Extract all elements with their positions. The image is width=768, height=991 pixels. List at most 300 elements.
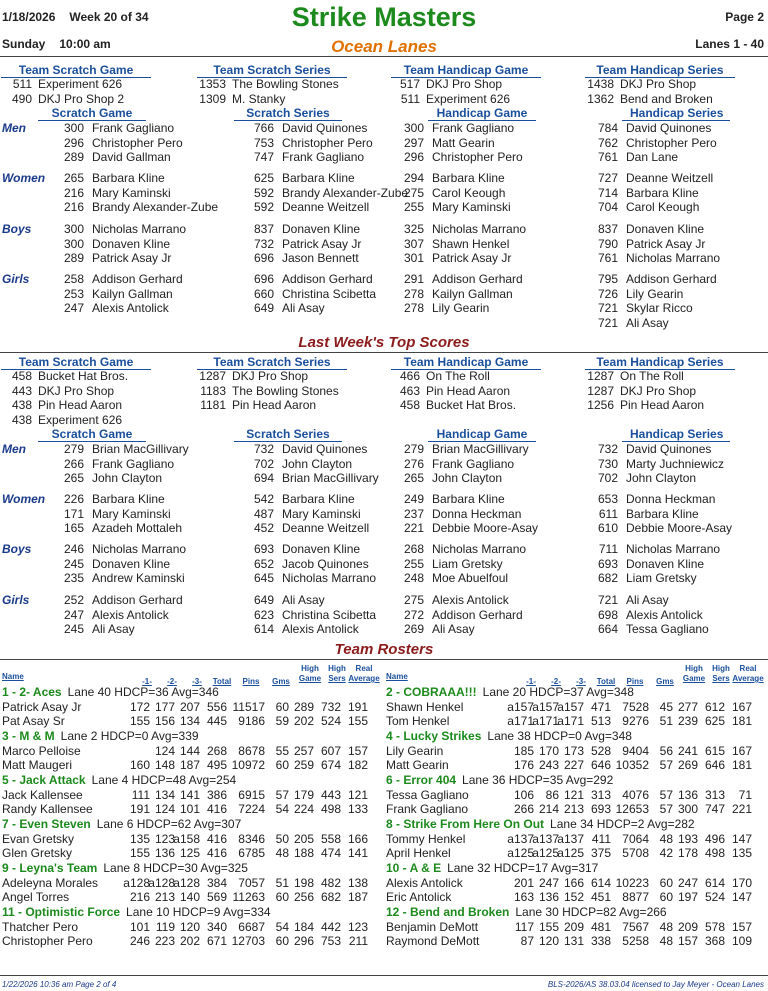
- stat-hs: 443: [320, 787, 341, 802]
- bowler-name: The Bowling Stones: [232, 77, 339, 91]
- bowler-name: Patrick Asay Jr: [626, 236, 706, 251]
- bowler-name: Pin Head Aaron: [38, 398, 123, 412]
- score-value: 693: [253, 542, 274, 556]
- stat-gm: 57: [275, 787, 289, 802]
- category-label: Boys: [2, 542, 32, 556]
- list-item: [58, 222, 186, 237]
- score-value: 216: [63, 200, 84, 214]
- stat-g2: a157: [532, 699, 559, 714]
- stat-hs: 368: [704, 934, 725, 948]
- team-category-header: Team Scratch Series: [197, 63, 347, 78]
- score-value: 610: [597, 521, 618, 535]
- bowler-name: Bend and Broken: [620, 91, 713, 106]
- bowler-name: Mary Kaminski: [92, 185, 171, 200]
- stat-t: 338: [590, 934, 611, 948]
- stat-hg: 289: [293, 699, 314, 714]
- list-item: [592, 171, 713, 186]
- score-value: 265: [63, 171, 84, 185]
- stat-p: 7057: [238, 875, 265, 890]
- table-row: [0, 832, 384, 847]
- stat-g3: 227: [563, 758, 584, 772]
- individual-category-header: Handicap Game: [428, 106, 536, 121]
- stat-t: 646: [590, 758, 611, 772]
- list-item: [592, 442, 711, 457]
- player-name: Thatcher Pero: [2, 919, 79, 934]
- team-category-header: Team Handicap Game: [391, 355, 541, 370]
- stat-g3: 213: [563, 802, 584, 816]
- score-value: 221: [403, 521, 424, 535]
- stat-g3: 173: [563, 743, 584, 758]
- score-value: 300: [63, 236, 84, 251]
- stat-g1: 201: [513, 875, 534, 890]
- bowler-name: Ali Asay: [282, 301, 325, 315]
- stat-ra: 135: [731, 846, 752, 860]
- score-value: 171: [63, 506, 84, 521]
- stat-ra: 166: [347, 831, 368, 846]
- score-value: 438: [11, 412, 32, 427]
- bowler-name: Brandy Alexander-Zube: [282, 185, 409, 200]
- stat-p: 9404: [622, 743, 649, 758]
- table-row: [384, 920, 768, 935]
- column-header: Gms: [272, 677, 290, 686]
- score-value: 438: [11, 398, 32, 412]
- bowler-name: Liam Gretsky: [626, 571, 697, 585]
- stat-hg: 224: [293, 802, 314, 816]
- stat-p: 10223: [615, 875, 649, 890]
- stat-t: 313: [590, 787, 611, 802]
- player-name: Patrick Asay Jr: [2, 699, 82, 714]
- score-value: 245: [63, 556, 84, 571]
- player-name: Eric Antolick: [386, 890, 452, 904]
- footer-license: BLS-2026/AS 38.03.04 licensed to Jay Meyer - Ocean Lanes: [547, 980, 764, 989]
- stat-g2: 156: [154, 714, 175, 728]
- stat-g2: 247: [538, 875, 559, 890]
- score-value: 714: [597, 185, 618, 200]
- column-header: High: [712, 664, 730, 673]
- stat-t: 386: [206, 787, 227, 802]
- bowler-name: John Clayton: [432, 471, 503, 485]
- score-value: 511: [400, 91, 420, 106]
- individual-category-header: Handicap Series: [622, 427, 730, 442]
- bowler-name: John Clayton: [626, 471, 697, 485]
- stat-g2: 124: [154, 743, 175, 758]
- stat-t: 556: [206, 699, 227, 714]
- list-item: [248, 457, 352, 472]
- report-week: Week 20 of 34: [69, 10, 149, 24]
- score-value: 275: [403, 593, 424, 607]
- list-item: [58, 593, 183, 608]
- score-value: 216: [63, 185, 84, 200]
- player-name: Tommy Henkel: [386, 831, 466, 846]
- column-header: Pins: [242, 677, 260, 686]
- score-value: 682: [597, 571, 618, 585]
- list-item: [248, 557, 369, 572]
- score-value: 614: [253, 622, 274, 636]
- stat-t: 671: [206, 934, 227, 948]
- team-header: [386, 817, 695, 832]
- column-header: -1-: [526, 677, 536, 686]
- score-value: 275: [403, 185, 424, 200]
- list-item: [592, 287, 683, 302]
- bowler-name: Barbara Kline: [282, 171, 355, 185]
- team-info: Lane 40 HDCP=36 Avg=346: [67, 685, 219, 699]
- team-category-header: Team Handicap Series: [585, 63, 735, 78]
- individual-category-header: Scratch Game: [38, 106, 146, 121]
- stat-p: 12653: [615, 802, 649, 816]
- player-name: Raymond DeMott: [386, 934, 480, 948]
- list-item: [248, 593, 325, 608]
- list-item: [592, 237, 705, 252]
- bowler-name: Brandy Alexander-Zube: [92, 200, 219, 214]
- stat-ra: 170: [731, 875, 752, 890]
- bowler-name: David Quinones: [282, 442, 368, 456]
- bowler-name: Addison Gerhard: [282, 272, 373, 286]
- list-item: [592, 222, 704, 237]
- stat-g1: 101: [129, 919, 150, 934]
- stat-g3: a171: [557, 714, 584, 728]
- list-item: [248, 200, 369, 215]
- list-item: [58, 507, 171, 522]
- stat-g2: 170: [538, 743, 559, 758]
- list-item: [592, 136, 717, 151]
- score-value: 696: [253, 251, 274, 265]
- report-date: 1/18/2026: [2, 10, 56, 24]
- list-item: [398, 121, 514, 136]
- list-item: [398, 471, 502, 486]
- stat-ra: 121: [347, 787, 368, 802]
- score-value: 730: [597, 456, 618, 471]
- bowler-name: Experiment 626: [426, 91, 511, 106]
- stat-g3: a128: [173, 875, 200, 890]
- stat-p: 9186: [238, 714, 265, 728]
- score-value: 711: [598, 542, 618, 556]
- stat-hg: 277: [677, 699, 698, 714]
- stat-g3: 209: [563, 919, 584, 934]
- score-value: 235: [63, 571, 84, 585]
- list-item: [58, 237, 170, 252]
- team-info: Lane 32 HDCP=17 Avg=317: [447, 861, 599, 875]
- stat-hs: 615: [704, 743, 725, 758]
- player-name: Adeleyna Morales: [2, 875, 99, 890]
- stat-g3: 187: [179, 758, 200, 772]
- stat-t: 375: [590, 846, 611, 860]
- column-header: Average: [348, 674, 380, 683]
- bowler-name: Nicholas Marrano: [626, 542, 721, 556]
- team-header: [2, 773, 236, 788]
- bowler-name: Addison Gerhard: [432, 607, 523, 622]
- list-item: [584, 384, 696, 399]
- bowler-name: DKJ Pro Shop: [620, 77, 697, 91]
- team-name: 6 - Error 404: [386, 773, 457, 787]
- list-item: [398, 237, 509, 252]
- team-name: 10 - A & E: [386, 861, 442, 875]
- list-item: [248, 571, 376, 586]
- stat-g1: a128: [123, 875, 150, 890]
- list-item: [58, 200, 218, 215]
- stat-t: 614: [590, 875, 611, 890]
- team-header: [2, 861, 248, 876]
- league-title: Strike Masters: [291, 2, 477, 32]
- column-header: Real: [739, 664, 757, 673]
- stat-hg: 197: [677, 890, 698, 904]
- score-value: 1287: [587, 383, 614, 398]
- bowler-name: Donaven Kline: [282, 542, 361, 556]
- list-item: [196, 398, 316, 413]
- stat-g3: 131: [563, 934, 584, 948]
- stat-ra: 182: [347, 758, 368, 772]
- divider: [0, 56, 768, 57]
- bowler-name: Frank Gagliano: [92, 121, 175, 135]
- bowler-name: Frank Gagliano: [432, 121, 515, 135]
- bowler-name: Ali Asay: [432, 622, 475, 636]
- list-item: [592, 186, 699, 201]
- bowler-name: Nicholas Marrano: [432, 222, 527, 236]
- lanes-range: Lanes 1 - 40: [695, 37, 764, 51]
- stat-t: 445: [206, 714, 227, 728]
- score-value: 237: [403, 506, 424, 521]
- score-value: 696: [253, 272, 274, 286]
- score-value: 300: [403, 121, 424, 135]
- list-item: [592, 301, 693, 316]
- stat-t: 495: [206, 758, 227, 772]
- stat-g1: 246: [129, 934, 150, 948]
- stat-hs: 578: [704, 919, 725, 934]
- column-header: Real: [355, 664, 373, 673]
- bowler-name: Jason Bennett: [282, 251, 359, 265]
- bowler-name: Deanne Weitzell: [626, 171, 714, 185]
- bowler-name: Ali Asay: [626, 593, 669, 607]
- score-value: 649: [253, 301, 274, 315]
- bowler-name: Lily Gearin: [626, 286, 684, 301]
- stat-hs: 612: [704, 699, 725, 714]
- list-item: [592, 608, 703, 623]
- player-name: Alexis Antolick: [386, 875, 463, 890]
- category-label: Men: [2, 121, 26, 135]
- stat-g2: 136: [538, 890, 559, 904]
- stat-hg: 136: [677, 787, 698, 802]
- list-item: [248, 272, 373, 287]
- stat-g2: a125: [532, 846, 559, 860]
- stat-hg: 257: [293, 743, 314, 758]
- bowler-name: Barbara Kline: [92, 492, 165, 506]
- bowler-name: Nicholas Marrano: [282, 571, 377, 585]
- score-value: 694: [253, 471, 274, 485]
- score-value: 165: [63, 521, 84, 535]
- column-header: Total: [212, 677, 232, 686]
- list-item: [248, 251, 359, 266]
- score-value: 704: [597, 200, 618, 214]
- bowler-name: Alexis Antolick: [92, 301, 169, 315]
- score-value: 660: [253, 286, 274, 301]
- list-item: [2, 369, 128, 384]
- stat-g1: a171: [507, 714, 534, 728]
- list-item: [248, 171, 355, 186]
- stat-t: 471: [590, 699, 611, 714]
- stat-ra: 109: [731, 934, 752, 948]
- column-header: Average: [732, 674, 764, 683]
- score-value: 702: [253, 456, 274, 471]
- player-name: Shawn Henkel: [386, 699, 464, 714]
- list-item: [398, 521, 538, 536]
- score-value: 265: [63, 471, 84, 485]
- score-value: 721: [597, 593, 618, 607]
- team-name: 3 - M & M: [2, 729, 55, 743]
- stat-gm: 56: [659, 743, 673, 758]
- stat-g1: a157: [507, 699, 534, 714]
- list-item: [398, 272, 523, 287]
- team-header: [2, 729, 199, 744]
- stat-g1: 111: [131, 787, 150, 802]
- divider: [0, 352, 768, 353]
- stat-ra: 155: [347, 714, 368, 728]
- stat-t: 416: [206, 846, 227, 860]
- stat-t: 528: [590, 743, 611, 758]
- stat-gm: 42: [659, 846, 673, 860]
- stat-g3: 166: [563, 875, 584, 890]
- bowler-name: Matt Gearin: [432, 135, 495, 150]
- table-row: [384, 788, 768, 803]
- team-info: Lane 2 HDCP=0 Avg=339: [60, 729, 199, 743]
- score-value: 726: [597, 286, 618, 301]
- score-value: 727: [597, 171, 618, 185]
- player-name: Evan Gretsky: [2, 831, 75, 846]
- list-item: [58, 471, 162, 486]
- list-item: [592, 571, 697, 586]
- score-value: 702: [597, 471, 618, 485]
- stat-p: 7224: [238, 802, 265, 816]
- stat-p: 9276: [622, 714, 649, 728]
- bowler-name: The Bowling Stones: [232, 383, 339, 398]
- table-row: [0, 700, 384, 715]
- list-item: [58, 571, 185, 586]
- stat-g2: 136: [154, 846, 175, 860]
- list-item: [592, 150, 678, 165]
- score-value: 487: [253, 506, 274, 521]
- table-row: [0, 744, 384, 759]
- list-item: [58, 542, 186, 557]
- bowler-name: Deanne Weitzell: [282, 200, 370, 214]
- team-info: Lane 30 HDCP=82 Avg=266: [515, 905, 667, 919]
- score-value: 265: [403, 471, 424, 485]
- player-name: Randy Kallensee: [2, 802, 93, 816]
- table-row: [0, 920, 384, 935]
- column-header: -3-: [192, 677, 202, 686]
- stat-t: 569: [206, 890, 227, 904]
- stat-hg: 256: [293, 890, 314, 904]
- list-item: [592, 272, 717, 287]
- bowler-name: DKJ Pro Shop: [426, 77, 503, 91]
- stat-g1: 191: [129, 802, 150, 816]
- list-item: [2, 398, 122, 413]
- stat-gm: 51: [275, 875, 289, 890]
- stat-ra: 157: [731, 919, 752, 934]
- bowler-name: Alexis Antolick: [92, 607, 169, 622]
- score-value: 276: [403, 456, 424, 471]
- bowler-name: DKJ Pro Shop 2: [38, 91, 125, 106]
- stat-g2: a137: [532, 831, 559, 846]
- score-value: 458: [11, 369, 32, 383]
- stat-gm: 60: [275, 934, 289, 948]
- bowler-name: David Quinones: [626, 121, 712, 135]
- page-number: Page 2: [725, 10, 764, 24]
- list-item: [248, 222, 360, 237]
- stat-hg: 247: [677, 875, 698, 890]
- bowler-name: Mary Kaminski: [282, 506, 361, 521]
- player-name: Lily Gearin: [386, 743, 444, 758]
- column-header: Game: [682, 674, 706, 683]
- stat-g3: a137: [557, 831, 584, 846]
- stat-g1: 163: [513, 890, 534, 904]
- bowler-name: Patrick Asay Jr: [432, 251, 512, 265]
- score-value: 279: [63, 442, 84, 456]
- bowler-name: David Quinones: [626, 442, 712, 456]
- table-row: [384, 876, 768, 891]
- score-value: 761: [597, 150, 618, 164]
- individual-category-header: Scratch Game: [38, 427, 146, 442]
- bowler-name: David Quinones: [282, 121, 368, 135]
- stat-g1: 266: [513, 802, 534, 816]
- list-item: [398, 492, 505, 507]
- bowler-name: Skylar Ricco: [626, 301, 693, 315]
- divider: [0, 659, 768, 660]
- bowler-name: Debbie Moore-Asay: [626, 521, 733, 535]
- footer-divider: [0, 975, 768, 976]
- team-name: 7 - Even Steven: [2, 817, 91, 831]
- bowler-name: Addison Gerhard: [626, 272, 717, 286]
- team-category-header: Team Scratch Game: [1, 63, 151, 78]
- stat-g3: 140: [179, 890, 200, 904]
- list-item: [398, 593, 509, 608]
- score-value: 837: [253, 222, 274, 236]
- stat-hs: 524: [704, 890, 725, 904]
- score-value: 611: [598, 506, 618, 521]
- table-row: [0, 934, 384, 949]
- team-info: Lane 8 HDCP=30 Avg=325: [103, 861, 248, 875]
- score-value: 255: [403, 200, 424, 214]
- list-item: [58, 171, 165, 186]
- bowler-name: Dan Lane: [626, 150, 679, 164]
- list-item: [398, 222, 526, 237]
- stat-hs: 614: [704, 875, 725, 890]
- list-item: [398, 287, 513, 302]
- stat-hg: 193: [677, 831, 698, 846]
- stat-gm: 45: [659, 699, 673, 714]
- stat-g2: 123: [154, 831, 175, 846]
- stat-g2: 120: [538, 934, 559, 948]
- table-row: [384, 714, 768, 729]
- stat-g3: a125: [557, 846, 584, 860]
- stat-p: 6687: [238, 919, 265, 934]
- stat-p: 10352: [615, 758, 649, 772]
- score-value: 452: [253, 521, 274, 535]
- category-label: Boys: [2, 222, 32, 236]
- list-item: [592, 457, 724, 472]
- stat-g3: 120: [179, 919, 200, 934]
- score-value: 307: [403, 236, 424, 251]
- score-value: 732: [253, 236, 274, 251]
- individual-category-header: Handicap Series: [622, 106, 730, 121]
- score-value: 443: [11, 383, 32, 398]
- bowler-name: Experiment 626: [38, 412, 123, 427]
- list-item: [398, 150, 523, 165]
- list-item: [196, 369, 308, 384]
- stat-ra: 191: [347, 699, 368, 714]
- team-category-header: Team Scratch Game: [1, 355, 151, 370]
- stat-ra: 71: [738, 787, 752, 802]
- stat-g3: 121: [563, 787, 584, 802]
- list-item: [248, 521, 369, 536]
- list-item: [248, 136, 373, 151]
